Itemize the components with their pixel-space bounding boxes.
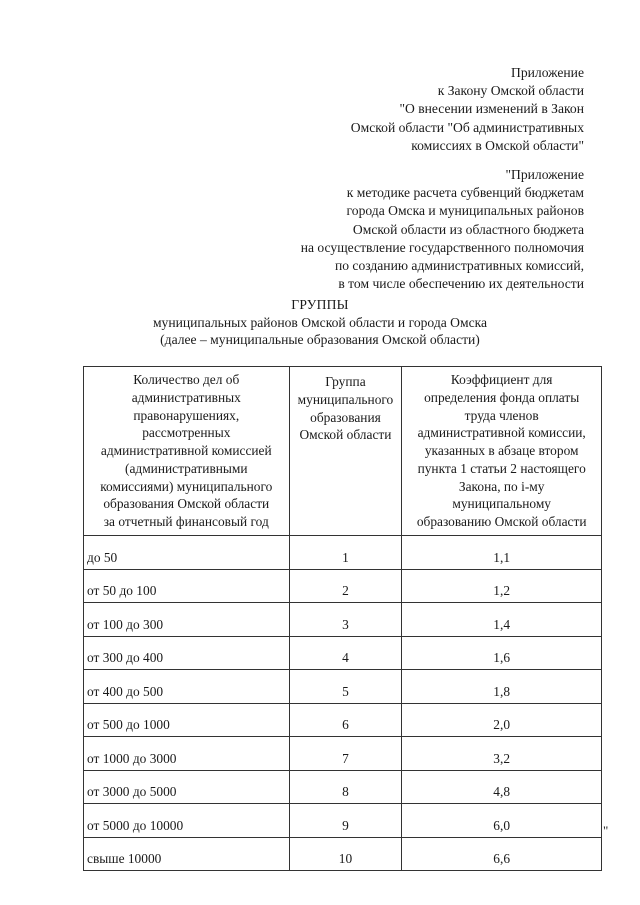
header-line: за отчетный финансовый год bbox=[103, 514, 269, 530]
appendix-header-line: "О внесении изменений в Закон bbox=[399, 101, 584, 117]
case-count-cell: свыше 10000 bbox=[84, 837, 290, 871]
coefficient-cell: 6,0 bbox=[402, 804, 602, 838]
coefficient-cell: 4,8 bbox=[402, 770, 602, 804]
table-row bbox=[84, 569, 602, 603]
appendix-header-line: Омской области "Об административных bbox=[350, 119, 584, 135]
coefficient-cell: 3,2 bbox=[402, 737, 602, 771]
appendix-header bbox=[351, 64, 584, 155]
coefficient-cell: 1,2 bbox=[402, 569, 602, 603]
document-subtitle: муниципальных районов Омской области и города Омска bbox=[152, 314, 488, 330]
header-line: Закона, по i-му bbox=[458, 478, 545, 494]
header-line: образования bbox=[310, 409, 381, 425]
header-line: пункта 1 статьи 2 настоящего bbox=[417, 460, 586, 476]
group-cell: 10 bbox=[289, 837, 402, 871]
case-count-cell: от 100 до 300 bbox=[84, 603, 290, 637]
inner-appendix-line: по созданию административных комиссий, bbox=[334, 258, 584, 274]
header-line: рассмотренных bbox=[142, 425, 231, 441]
header-line: Омской области bbox=[299, 427, 392, 443]
header-coefficient bbox=[402, 367, 602, 536]
inner-appendix-line: к методике расчета субвенций бюджетам bbox=[346, 185, 584, 201]
coefficient-cell: 1,8 bbox=[402, 670, 602, 704]
coefficient-cell: 2,0 bbox=[402, 703, 602, 737]
coefficient-cell: 1,4 bbox=[402, 603, 602, 637]
table-row bbox=[84, 837, 602, 871]
document-title: ГРУППЫ bbox=[291, 297, 349, 312]
header-line: Группа bbox=[325, 374, 366, 389]
header-line: (административными bbox=[124, 460, 248, 476]
header-line: образованию Омской области bbox=[416, 514, 587, 530]
header-line: муниципальному bbox=[452, 496, 551, 512]
table-row bbox=[84, 737, 602, 771]
closing-quote-mark: " bbox=[603, 823, 609, 838]
table-row bbox=[84, 536, 602, 570]
header-line: Количество дел об bbox=[133, 371, 240, 387]
document-heading bbox=[0, 296, 640, 349]
case-count-cell: от 3000 до 5000 bbox=[84, 770, 290, 804]
header-line: муниципального bbox=[297, 391, 394, 407]
document-subtitle: (далее – муниципальные образования Омской области) bbox=[160, 332, 480, 348]
case-count-cell: от 400 до 500 bbox=[84, 670, 290, 704]
group-cell: 8 bbox=[289, 770, 402, 804]
table-row bbox=[84, 670, 602, 704]
case-count-cell: до 50 bbox=[84, 536, 290, 570]
table-row bbox=[84, 603, 602, 637]
header-line: Коэффициент для bbox=[450, 371, 553, 387]
header-line: правонарушениях, bbox=[133, 407, 240, 423]
coefficient-cell: 6,6 bbox=[402, 837, 602, 871]
appendix-header-line: к Закону Омской области bbox=[437, 83, 584, 99]
groups-table bbox=[83, 366, 602, 871]
header-line: труда членов bbox=[464, 407, 539, 423]
group-cell: 9 bbox=[289, 804, 402, 838]
case-count-cell: от 1000 до 3000 bbox=[84, 737, 290, 771]
group-cell: 7 bbox=[289, 737, 402, 771]
appendix-header-line: Приложение bbox=[511, 65, 584, 80]
table-row bbox=[84, 770, 602, 804]
case-count-cell: от 300 до 400 bbox=[84, 636, 290, 670]
group-cell: 3 bbox=[289, 603, 402, 637]
header-line: определения фонда оплаты bbox=[424, 389, 580, 405]
inner-appendix-line: города Омска и муниципальных районов bbox=[346, 203, 584, 219]
header-line: административной комиссией bbox=[100, 443, 272, 459]
inner-appendix-line: Омской области из областного бюджета bbox=[352, 221, 584, 237]
table-row bbox=[84, 804, 602, 838]
coefficient-cell: 1,1 bbox=[402, 536, 602, 570]
group-cell: 2 bbox=[289, 569, 402, 603]
header-line: административной комиссии, bbox=[417, 425, 586, 441]
case-count-cell: от 500 до 1000 bbox=[84, 703, 290, 737]
case-count-cell: от 50 до 100 bbox=[84, 569, 290, 603]
appendix-header-line: комиссиях в Омской области" bbox=[411, 137, 584, 153]
group-cell: 6 bbox=[289, 703, 402, 737]
table-header-row bbox=[84, 367, 602, 536]
inner-appendix-line: "Приложение bbox=[505, 167, 584, 182]
header-line: административных bbox=[131, 389, 241, 405]
table-row bbox=[84, 636, 602, 670]
header-line: комиссиями) муниципального bbox=[100, 478, 273, 494]
table-row bbox=[84, 703, 602, 737]
inner-appendix-header bbox=[301, 166, 584, 293]
coefficient-cell: 1,6 bbox=[402, 636, 602, 670]
group-cell: 1 bbox=[289, 536, 402, 570]
inner-appendix-line: в том числе обеспечению их деятельности bbox=[338, 276, 584, 292]
group-cell: 4 bbox=[289, 636, 402, 670]
inner-appendix-line: на осуществление государственного полномочия bbox=[300, 239, 584, 255]
case-count-cell: от 5000 до 10000 bbox=[84, 804, 290, 838]
header-group bbox=[289, 367, 402, 536]
header-line: образования Омской области bbox=[103, 496, 270, 512]
header-case-count bbox=[84, 367, 290, 536]
group-cell: 5 bbox=[289, 670, 402, 704]
header-line: указанных в абзаце втором bbox=[424, 443, 579, 459]
